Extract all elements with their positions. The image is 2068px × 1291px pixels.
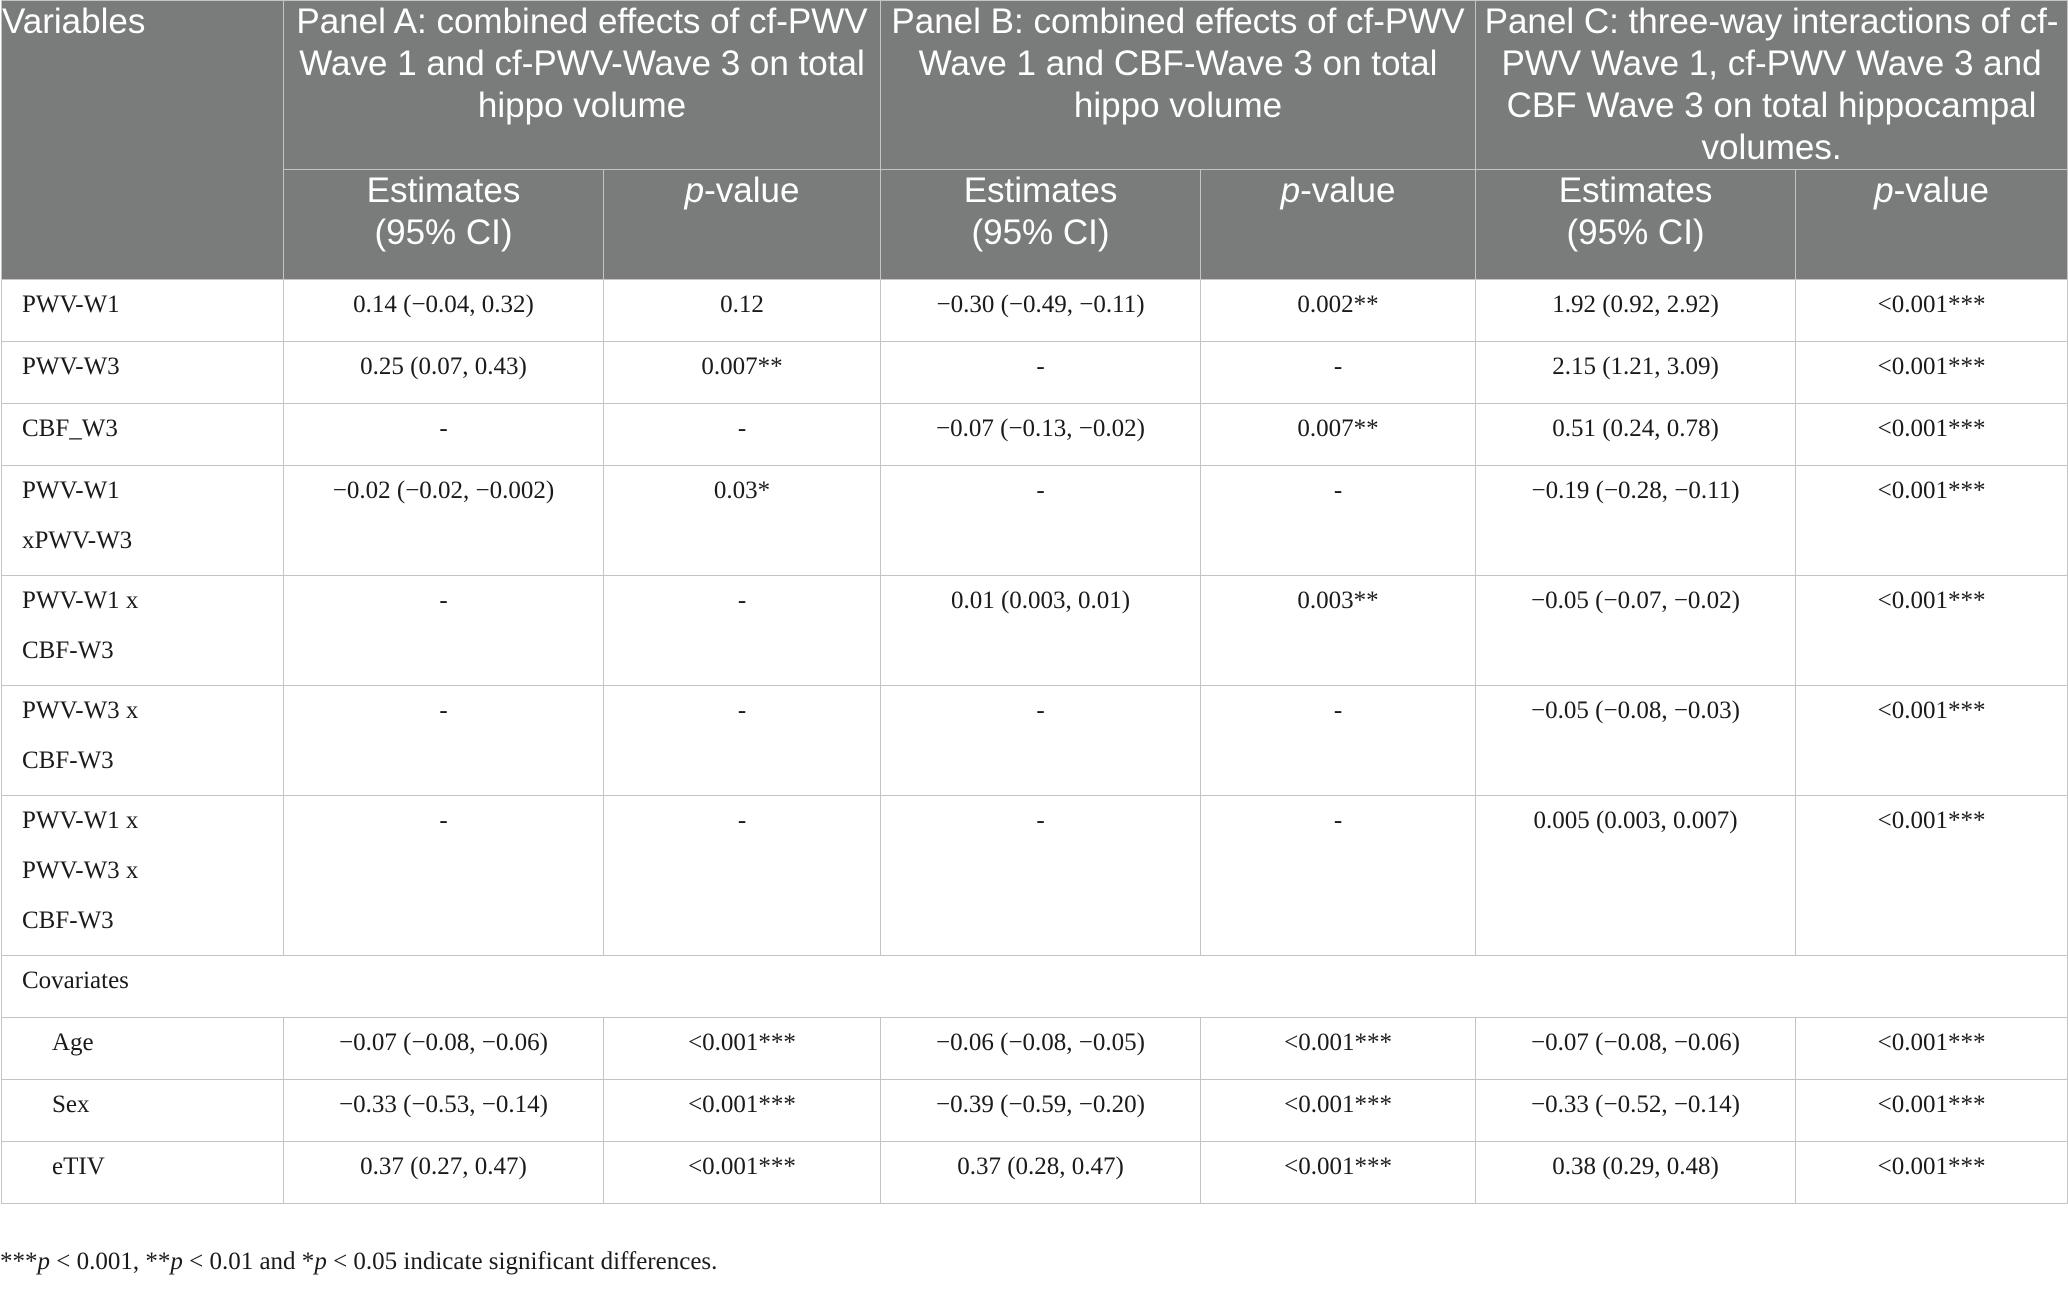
panel-a-estimate-cell: 0.25 (0.07, 0.43)	[284, 342, 604, 404]
panel-a-estimate-cell: −0.02 (−0.02, −0.002)	[284, 466, 604, 576]
panel-c-estimate-cell: 0.38 (0.29, 0.48)	[1476, 1142, 1796, 1204]
panel-a-estimate-cell: -	[284, 796, 604, 956]
panel-a-pvalue-cell: -	[604, 404, 881, 466]
panel-a-pvalue-cell: -	[604, 686, 881, 796]
panel-b-pvalue-cell: -	[1201, 342, 1476, 404]
panel-b-pvalue-cell: <0.001***	[1201, 1080, 1476, 1142]
panel-b-pvalue-cell: 0.007**	[1201, 404, 1476, 466]
panel-c-pvalue-header: p-value	[1796, 170, 2068, 280]
panel-a-header: Panel A: combined effects of cf-PWV Wave 1 and cf-PWV-Wave 3 on total hippo volume	[284, 1, 881, 170]
table-row	[2, 686, 2068, 796]
panel-b-pvalue-header: p-value	[1201, 170, 1476, 280]
panel-a-pvalue-header: p-value	[604, 170, 881, 280]
table-row	[2, 466, 2068, 576]
panel-a-estimate-cell: -	[284, 404, 604, 466]
panel-b-pvalue-cell: 0.003**	[1201, 576, 1476, 686]
covariates-row	[2, 956, 2068, 1018]
panel-b-estimate-cell: −0.06 (−0.08, −0.05)	[881, 1018, 1201, 1080]
panel-a-estimates-header: Estimates (95% CI)	[284, 170, 604, 280]
variable-label: PWV-W1 x CBF-W3	[2, 576, 284, 686]
table-row	[2, 280, 2068, 342]
panel-a-pvalue-cell: -	[604, 796, 881, 956]
variable-label: PWV-W1	[2, 280, 284, 342]
covariates-label: Covariates	[2, 956, 2068, 1018]
panel-b-pvalue-cell: -	[1201, 686, 1476, 796]
panel-c-pvalue-cell: <0.001***	[1796, 1142, 2068, 1204]
variable-label: PWV-W1 xPWV-W3	[2, 466, 284, 576]
panel-c-estimate-cell: −0.05 (−0.08, −0.03)	[1476, 686, 1796, 796]
panel-a-pvalue-cell: <0.001***	[604, 1080, 881, 1142]
variable-label: PWV-W3	[2, 342, 284, 404]
table-row	[2, 1018, 2068, 1080]
panel-b-estimate-cell: −0.39 (−0.59, −0.20)	[881, 1080, 1201, 1142]
table-header	[2, 1, 2068, 280]
variable-label: PWV-W3 x CBF-W3	[2, 686, 284, 796]
panel-c-estimate-cell: −0.05 (−0.07, −0.02)	[1476, 576, 1796, 686]
panel-b-header: Panel B: combined effects of cf-PWV Wave 1 and CBF-Wave 3 on total hippo volume	[881, 1, 1476, 170]
panel-a-estimate-cell: -	[284, 576, 604, 686]
panel-b-estimate-cell: -	[881, 796, 1201, 956]
panel-c-estimates-header: Estimates (95% CI)	[1476, 170, 1796, 280]
variable-label: CBF_W3	[2, 404, 284, 466]
panel-b-pvalue-cell: -	[1201, 796, 1476, 956]
panel-c-pvalue-cell: <0.001***	[1796, 1018, 2068, 1080]
panel-b-estimate-cell: -	[881, 466, 1201, 576]
table-row	[2, 1142, 2068, 1204]
panel-a-estimate-cell: -	[284, 686, 604, 796]
panel-b-estimate-cell: −0.30 (−0.49, −0.11)	[881, 280, 1201, 342]
panel-c-pvalue-cell: <0.001***	[1796, 686, 2068, 796]
table-row	[2, 796, 2068, 956]
table-body	[2, 280, 2068, 1204]
panel-a-pvalue-cell: 0.12	[604, 280, 881, 342]
covariate-label: Sex	[2, 1080, 284, 1142]
results-table	[1, 0, 2068, 1204]
panel-b-estimate-cell: -	[881, 342, 1201, 404]
table-row	[2, 342, 2068, 404]
variables-header: Variables	[2, 1, 284, 280]
panel-c-estimate-cell: 0.005 (0.003, 0.007)	[1476, 796, 1796, 956]
panel-a-pvalue-cell: <0.001***	[604, 1018, 881, 1080]
covariate-label: Age	[2, 1018, 284, 1080]
panel-a-pvalue-cell: <0.001***	[604, 1142, 881, 1204]
panel-c-estimate-cell: 0.51 (0.24, 0.78)	[1476, 404, 1796, 466]
panel-a-estimate-cell: 0.37 (0.27, 0.47)	[284, 1142, 604, 1204]
panel-b-estimates-header: Estimates (95% CI)	[881, 170, 1201, 280]
panel-c-estimate-cell: 1.92 (0.92, 2.92)	[1476, 280, 1796, 342]
panel-c-pvalue-cell: <0.001***	[1796, 466, 2068, 576]
panel-c-estimate-cell: −0.33 (−0.52, −0.14)	[1476, 1080, 1796, 1142]
panel-a-pvalue-cell: 0.007**	[604, 342, 881, 404]
panel-c-estimate-cell: −0.19 (−0.28, −0.11)	[1476, 466, 1796, 576]
panel-c-estimate-cell: −0.07 (−0.08, −0.06)	[1476, 1018, 1796, 1080]
panel-a-pvalue-cell: -	[604, 576, 881, 686]
panel-a-estimate-cell: −0.07 (−0.08, −0.06)	[284, 1018, 604, 1080]
panel-a-pvalue-cell: 0.03*	[604, 466, 881, 576]
panel-c-estimate-cell: 2.15 (1.21, 3.09)	[1476, 342, 1796, 404]
panel-a-estimate-cell: −0.33 (−0.53, −0.14)	[284, 1080, 604, 1142]
variable-label: PWV-W1 x PWV-W3 x CBF-W3	[2, 796, 284, 956]
panel-b-estimate-cell: -	[881, 686, 1201, 796]
panel-b-estimate-cell: 0.37 (0.28, 0.47)	[881, 1142, 1201, 1204]
panel-c-header: Panel C: three-way interactions of cf-PWV Wave 1, cf-PWV Wave 3 and CBF Wave 3 on total hippocampal volumes.	[1476, 1, 2068, 170]
table-footnote: ***p < 0.001, **p < 0.01 and *p < 0.05 indicate significant differences.	[0, 1248, 718, 1275]
covariate-label: eTIV	[2, 1142, 284, 1204]
panel-c-pvalue-cell: <0.001***	[1796, 404, 2068, 466]
panel-b-pvalue-cell: <0.001***	[1201, 1018, 1476, 1080]
panel-b-estimate-cell: 0.01 (0.003, 0.01)	[881, 576, 1201, 686]
panel-b-pvalue-cell: 0.002**	[1201, 280, 1476, 342]
subheader-row	[2, 170, 2068, 280]
panel-c-pvalue-cell: <0.001***	[1796, 280, 2068, 342]
table-row	[2, 1080, 2068, 1142]
table-row	[2, 576, 2068, 686]
panel-a-estimate-cell: 0.14 (−0.04, 0.32)	[284, 280, 604, 342]
table-row	[2, 404, 2068, 466]
panel-c-pvalue-cell: <0.001***	[1796, 342, 2068, 404]
panel-b-pvalue-cell: -	[1201, 466, 1476, 576]
panel-c-pvalue-cell: <0.001***	[1796, 1080, 2068, 1142]
panel-c-pvalue-cell: <0.001***	[1796, 576, 2068, 686]
panel-b-pvalue-cell: <0.001***	[1201, 1142, 1476, 1204]
panel-c-pvalue-cell: <0.001***	[1796, 796, 2068, 956]
panel-b-estimate-cell: −0.07 (−0.13, −0.02)	[881, 404, 1201, 466]
